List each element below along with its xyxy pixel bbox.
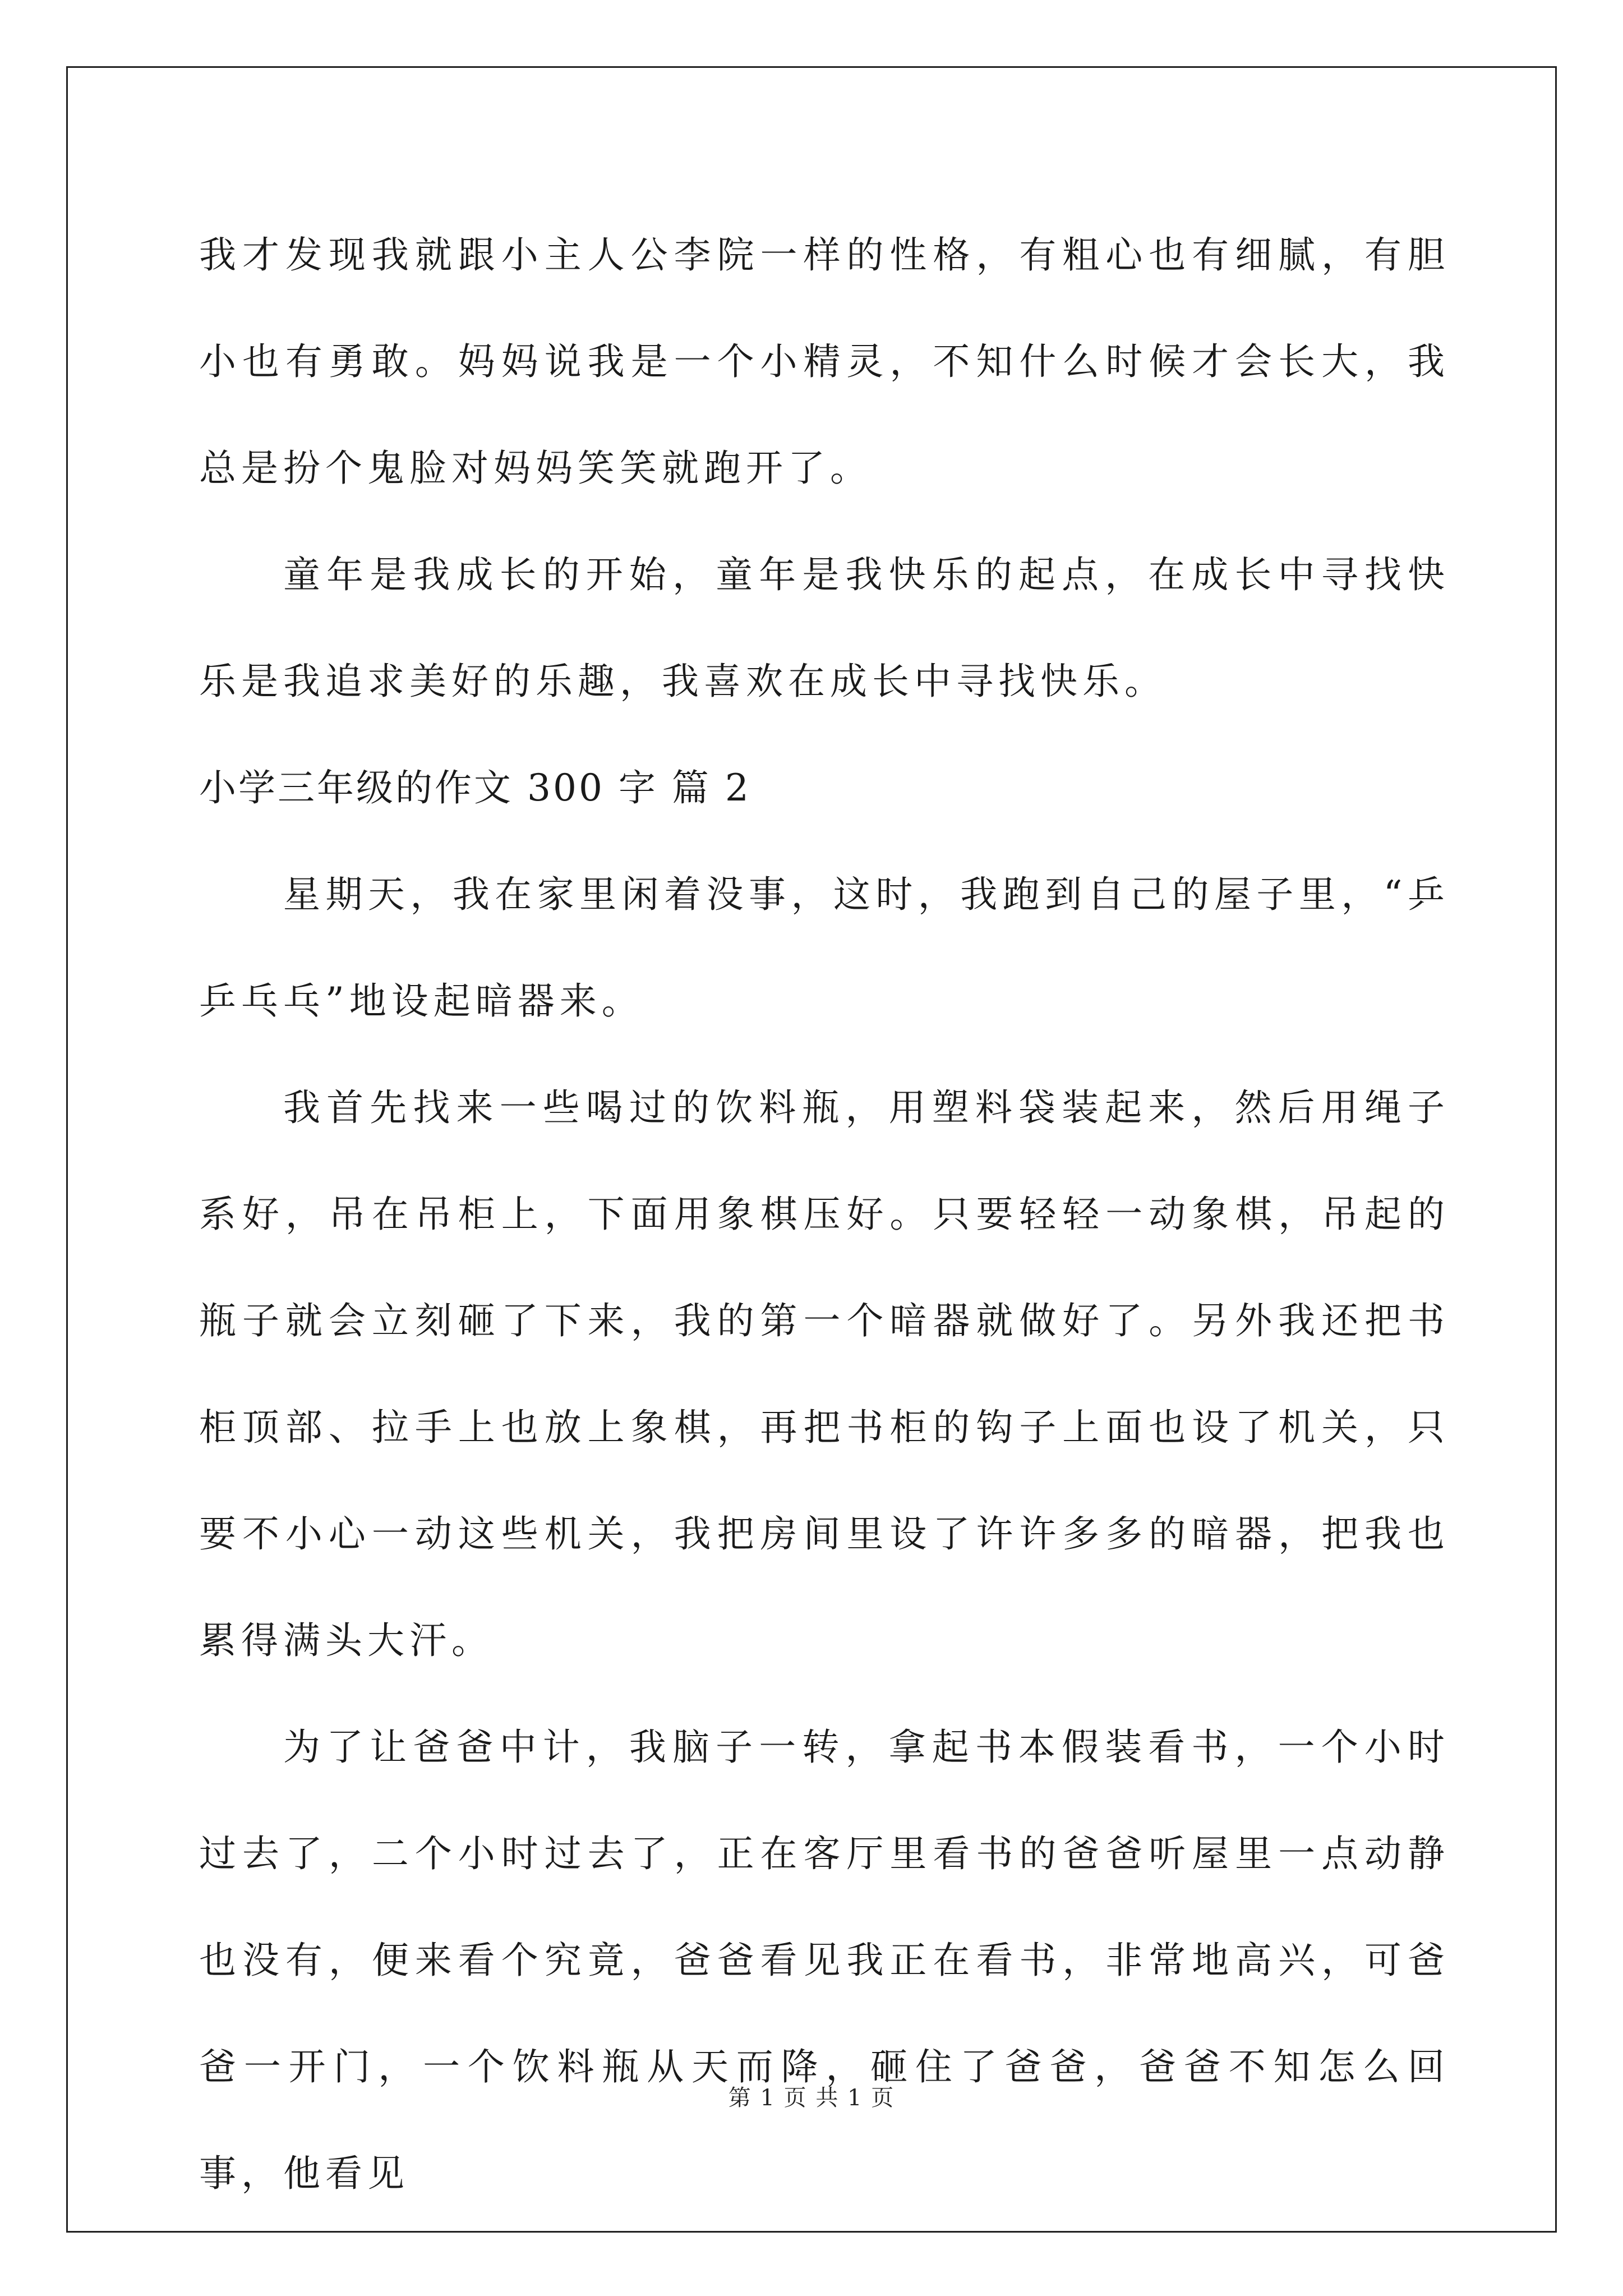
section-heading: 小学三年级的作文 300 字 篇 2 xyxy=(199,766,751,809)
document-body xyxy=(199,202,1450,2227)
paragraph: 我首先找来一些喝过的饮料瓶，用塑料袋装起来，然后用绳子系好，吊在吊柜上，下面用象棋压好。只要轻轻一动象棋，吊起的瓶子就会立刻砸了下来，我的第一个暗器就做好了。另外我还把书柜顶部、拉手上也放上象棋，再把书柜的钩子上面也设了机关，只要不小心一动这些机关，我把房间里设了许许多多的暗器，把我也累得满头大汗。 xyxy=(199,1086,1450,1662)
paragraph: 为了让爸爸中计，我脑子一转，拿起书本假装看书，一个小时过去了，二个小时过去了，正在客厅里看书的爸爸听屋里一点动静也没有，便来看个究竟，爸爸看见我正在看书，非常地高兴，可爸爸一开门，一个饮料瓶从天而降，砸住了爸爸，爸爸不知怎么回事，他看见 xyxy=(199,1726,1450,2195)
paragraph: 童年是我成长的开始，童年是我快乐的起点，在成长中寻找快乐是我追求美好的乐趣，我喜欢在成长中寻找快乐。 xyxy=(199,553,1450,703)
paragraph: 星期天，我在家里闲着没事，这时，我跑到自己的屋子里，“乒乒乓乓”地设起暗器来。 xyxy=(199,873,1450,1023)
paragraph-continuation: 我才发现我就跟小主人公李院一样的性格，有粗心也有细腻，有胆小也有勇敢。妈妈说我是一个小精灵，不知什么时候才会长大，我总是扮个鬼脸对妈妈笑笑就跑开了。 xyxy=(199,233,1450,490)
page-number-footer: 第 1 页 共 1 页 xyxy=(728,2085,895,2111)
